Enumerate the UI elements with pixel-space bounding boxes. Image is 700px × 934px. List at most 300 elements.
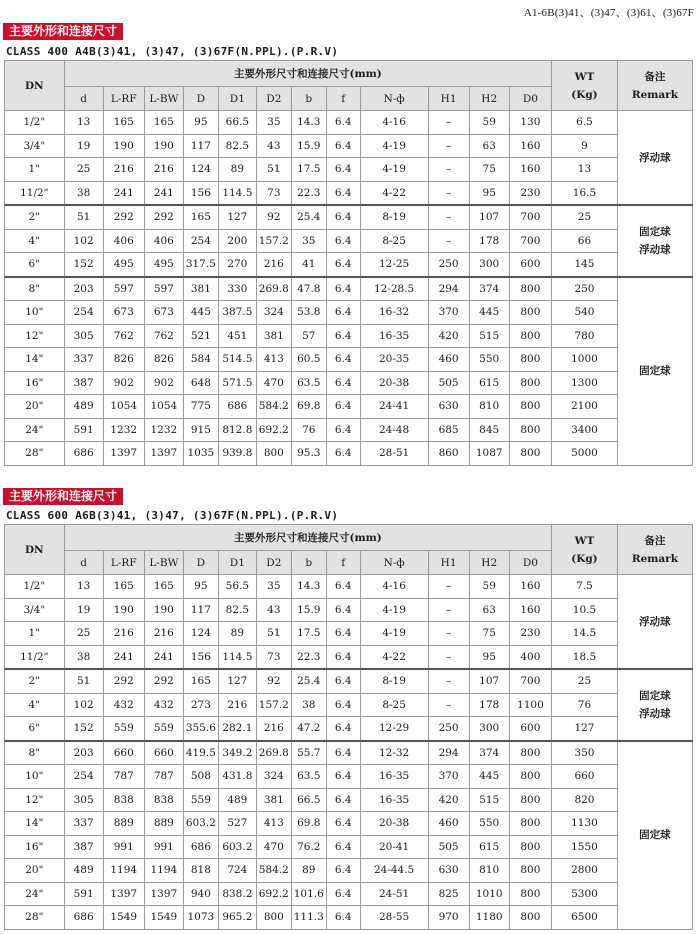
weight-cell: 127 — [552, 717, 618, 741]
dimension-cell: 25 — [64, 158, 103, 182]
dimension-cell: 152 — [64, 717, 103, 741]
dimension-cell: 160 — [509, 134, 551, 158]
dimension-cell: 603.2 — [183, 812, 218, 836]
dimension-cell: – — [428, 229, 469, 253]
weight-cell: 5300 — [552, 882, 618, 906]
dimension-cell: 95.3 — [291, 442, 326, 466]
dimension-group-header: 主要外形尺寸和连接尺寸(mm) — [64, 61, 551, 87]
dimension-cell: 165 — [103, 111, 144, 135]
weight-cell: 820 — [552, 788, 618, 812]
dimension-cell: 800 — [509, 882, 551, 906]
section-2-dimension-table — [4, 524, 693, 930]
dimension-cell: 559 — [103, 717, 144, 741]
dimension-cell: 63.5 — [291, 765, 326, 789]
dimension-cell: 451 — [218, 324, 256, 348]
dimension-cell: 305 — [64, 324, 103, 348]
dn-cell: 1" — [5, 622, 65, 646]
remark-cell — [617, 669, 692, 741]
column-header: b — [291, 551, 326, 575]
dimension-cell: 66.5 — [218, 111, 256, 135]
dimension-cell: 381 — [256, 788, 291, 812]
dimension-cell: 6.4 — [326, 741, 360, 765]
dimension-cell: 495 — [103, 253, 144, 277]
weight-cell: 660 — [552, 765, 618, 789]
dimension-cell: 762 — [144, 324, 183, 348]
dimension-cell: 22.3 — [291, 645, 326, 669]
dimension-cell: 349.2 — [218, 741, 256, 765]
dimension-cell: 838 — [103, 788, 144, 812]
dimension-cell: 14.3 — [291, 111, 326, 135]
dimension-cell: 130 — [509, 111, 551, 135]
dimension-cell: 51 — [64, 669, 103, 693]
dimension-cell: 515 — [469, 788, 509, 812]
weight-header — [552, 525, 618, 575]
dimension-cell: 165 — [144, 575, 183, 599]
remark-header-cn: 备注 — [644, 70, 666, 83]
dimension-cell: 508 — [183, 765, 218, 789]
dimension-cell: 12-28.5 — [360, 277, 428, 301]
dimension-cell: 6.4 — [326, 181, 360, 205]
dimension-cell: 47.2 — [291, 717, 326, 741]
dimension-cell: 160 — [509, 575, 551, 599]
dimension-cell: 4-16 — [360, 575, 428, 599]
dimension-cell: 387.5 — [218, 301, 256, 325]
dimension-cell: 25 — [64, 622, 103, 646]
column-header: D2 — [256, 87, 291, 111]
dimension-cell: 4-22 — [360, 645, 428, 669]
remark-cell — [617, 575, 692, 670]
dimension-cell: 800 — [509, 741, 551, 765]
dimension-cell: 95 — [469, 645, 509, 669]
dimension-cell: 1087 — [469, 442, 509, 466]
dimension-cell: 6.4 — [326, 669, 360, 693]
dimension-cell: – — [428, 669, 469, 693]
column-header: D — [183, 551, 218, 575]
dimension-cell: 190 — [144, 598, 183, 622]
dimension-cell: 445 — [469, 301, 509, 325]
dimension-cell: 686 — [64, 442, 103, 466]
dimension-cell: 124 — [183, 158, 218, 182]
remark-cell — [617, 277, 692, 466]
dimension-cell: 630 — [428, 395, 469, 419]
dimension-cell: 6.4 — [326, 812, 360, 836]
table-row — [5, 277, 693, 301]
dn-cell: 16" — [5, 835, 65, 859]
dimension-cell: 6.4 — [326, 882, 360, 906]
dimension-cell: 431.8 — [218, 765, 256, 789]
dimension-cell: 22.3 — [291, 181, 326, 205]
dimension-cell: 114.5 — [218, 181, 256, 205]
dimension-cell: 686 — [64, 906, 103, 930]
dimension-cell: 20-38 — [360, 371, 428, 395]
table-row — [5, 301, 693, 325]
weight-cell: 3400 — [552, 418, 618, 442]
dimension-cell: 156 — [183, 645, 218, 669]
dimension-cell: 89 — [218, 622, 256, 646]
dimension-cell: 686 — [183, 835, 218, 859]
dimension-cell: 700 — [509, 229, 551, 253]
dimension-cell: 6.4 — [326, 134, 360, 158]
dimension-cell: 6.4 — [326, 371, 360, 395]
dimension-cell: 230 — [509, 181, 551, 205]
dimension-cell: 600 — [509, 717, 551, 741]
dimension-cell: 673 — [103, 301, 144, 325]
dimension-cell: 300 — [469, 717, 509, 741]
dimension-cell: 69.8 — [291, 395, 326, 419]
dimension-cell: 38 — [64, 645, 103, 669]
dimension-cell: 38 — [64, 181, 103, 205]
dimension-cell: 489 — [218, 788, 256, 812]
dimension-cell: 1054 — [103, 395, 144, 419]
dimension-cell: 800 — [256, 906, 291, 930]
remark-header — [617, 61, 692, 111]
dimension-cell: 1073 — [183, 906, 218, 930]
dimension-cell: 413 — [256, 348, 291, 372]
column-header: D0 — [509, 551, 551, 575]
dimension-cell: 6.4 — [326, 598, 360, 622]
dimension-cell: 73 — [256, 645, 291, 669]
column-header: D0 — [509, 87, 551, 111]
table-row — [5, 395, 693, 419]
dn-cell: 14" — [5, 812, 65, 836]
table-row — [5, 158, 693, 182]
dimension-cell: 8-25 — [360, 229, 428, 253]
dimension-cell: 775 — [183, 395, 218, 419]
dimension-cell: 190 — [103, 134, 144, 158]
dimension-cell: 800 — [509, 812, 551, 836]
dimension-cell: 107 — [469, 669, 509, 693]
dimension-cell: 111.3 — [291, 906, 326, 930]
dimension-cell: 1010 — [469, 882, 509, 906]
dimension-cell: 16-35 — [360, 765, 428, 789]
dimension-cell: 4-16 — [360, 111, 428, 135]
remark-header-cn: 备注 — [644, 534, 666, 547]
dimension-cell: 60.5 — [291, 348, 326, 372]
dimension-cell: 6.4 — [326, 693, 360, 717]
dimension-cell: 1100 — [509, 693, 551, 717]
dimension-cell: 700 — [509, 205, 551, 229]
dimension-cell: 6.4 — [326, 442, 360, 466]
dimension-cell: 250 — [428, 717, 469, 741]
column-header: L-RF — [103, 87, 144, 111]
dimension-cell: 1549 — [103, 906, 144, 930]
dimension-cell: 53.8 — [291, 301, 326, 325]
dimension-cell: 152 — [64, 253, 103, 277]
table-row — [5, 371, 693, 395]
dimension-cell: 939.8 — [218, 442, 256, 466]
section-2-class-line: CLASS 600 A6B(3)41, (3)47, (3)67F(N.PPL).(P.R.V) — [6, 509, 339, 522]
dimension-cell: 6.4 — [326, 158, 360, 182]
dimension-cell: 4-22 — [360, 181, 428, 205]
dimension-cell: 165 — [144, 111, 183, 135]
dimension-cell: 1232 — [144, 418, 183, 442]
dimension-cell: 4-19 — [360, 134, 428, 158]
dimension-cell: 127 — [218, 669, 256, 693]
dimension-cell: 165 — [183, 669, 218, 693]
dn-cell: 20" — [5, 859, 65, 883]
table-row — [5, 882, 693, 906]
dimension-cell: 514.5 — [218, 348, 256, 372]
section-2-tag: 主要外形和连接尺寸 — [3, 488, 123, 505]
dn-cell: 11/2" — [5, 181, 65, 205]
dimension-cell: 35 — [256, 111, 291, 135]
dimension-cell: 584 — [183, 348, 218, 372]
dimension-cell: 600 — [509, 253, 551, 277]
dimension-cell: 102 — [64, 229, 103, 253]
remark-header-en: Remark — [631, 552, 678, 565]
dimension-cell: – — [428, 158, 469, 182]
dimension-cell: 16-35 — [360, 324, 428, 348]
dn-cell: 12" — [5, 788, 65, 812]
dimension-cell: 6.4 — [326, 622, 360, 646]
dimension-cell: 24-44.5 — [360, 859, 428, 883]
dimension-cell: 8-19 — [360, 205, 428, 229]
dimension-cell: 273 — [183, 693, 218, 717]
table-row — [5, 669, 693, 693]
dimension-cell: 420 — [428, 788, 469, 812]
dimension-cell: – — [428, 693, 469, 717]
dimension-cell: 254 — [64, 765, 103, 789]
dn-header: DN — [5, 61, 65, 111]
dimension-cell: 420 — [428, 324, 469, 348]
dimension-cell: – — [428, 645, 469, 669]
weight-cell: 9 — [552, 134, 618, 158]
dimension-cell: 686 — [218, 395, 256, 419]
dimension-cell: 489 — [64, 859, 103, 883]
dimension-cell: 6.4 — [326, 111, 360, 135]
column-header: L-BW — [144, 87, 183, 111]
table-row — [5, 598, 693, 622]
dimension-cell: 82.5 — [218, 598, 256, 622]
dn-cell: 2" — [5, 205, 65, 229]
dimension-cell: 20-35 — [360, 348, 428, 372]
dn-cell: 2" — [5, 669, 65, 693]
dimension-cell: 200 — [218, 229, 256, 253]
remark-text: 固定球 — [639, 829, 671, 841]
section-1-tag: 主要外形和连接尺寸 — [3, 23, 123, 40]
dimension-cell: 419.5 — [183, 741, 218, 765]
dn-header: DN — [5, 525, 65, 575]
weight-header-label: WT — [574, 534, 595, 547]
dimension-cell: 810 — [469, 859, 509, 883]
dimension-cell: 381 — [256, 324, 291, 348]
dn-cell: 6" — [5, 717, 65, 741]
dimension-cell: 413 — [256, 812, 291, 836]
dimension-cell: 571.5 — [218, 371, 256, 395]
dimension-cell: 6.4 — [326, 835, 360, 859]
dimension-cell: 292 — [103, 205, 144, 229]
dimension-cell: 15.9 — [291, 134, 326, 158]
dimension-cell: 825 — [428, 882, 469, 906]
dimension-cell: 6.4 — [326, 301, 360, 325]
dimension-cell: 63 — [469, 134, 509, 158]
dimension-cell: 216 — [218, 693, 256, 717]
dimension-cell: 4-19 — [360, 598, 428, 622]
dimension-cell: 838.2 — [218, 882, 256, 906]
dimension-cell: 16-32 — [360, 301, 428, 325]
remark-cell — [617, 741, 692, 930]
remark-text: 浮动球 — [639, 151, 671, 164]
dimension-cell: – — [428, 111, 469, 135]
dimension-cell: 35 — [291, 229, 326, 253]
dn-cell: 3/4" — [5, 134, 65, 158]
dimension-cell: 1549 — [144, 906, 183, 930]
dimension-cell: 95 — [183, 575, 218, 599]
dimension-cell: 603.2 — [218, 835, 256, 859]
dimension-cell: 76.2 — [291, 835, 326, 859]
dn-cell: 20" — [5, 395, 65, 419]
weight-cell: 25 — [552, 669, 618, 693]
dimension-cell: 800 — [509, 371, 551, 395]
dimension-cell: 902 — [103, 371, 144, 395]
dimension-cell: 1180 — [469, 906, 509, 930]
dimension-cell: 660 — [103, 741, 144, 765]
dimension-cell: 51 — [64, 205, 103, 229]
dimension-cell: 800 — [509, 835, 551, 859]
dimension-cell: 787 — [144, 765, 183, 789]
dimension-cell: 300 — [469, 253, 509, 277]
dn-cell: 6" — [5, 253, 65, 277]
dimension-cell: 6.4 — [326, 575, 360, 599]
dimension-cell: 6.4 — [326, 277, 360, 301]
column-header: D1 — [218, 551, 256, 575]
dimension-cell: 294 — [428, 741, 469, 765]
dn-cell: 28" — [5, 906, 65, 930]
dimension-cell: 25.4 — [291, 205, 326, 229]
section-1-class-line: CLASS 400 A4B(3)41, (3)47, (3)67F(N.PPL).(P.R.V) — [6, 45, 339, 58]
weight-cell: 540 — [552, 301, 618, 325]
weight-cell: 2800 — [552, 859, 618, 883]
dimension-cell: 387 — [64, 835, 103, 859]
dimension-cell: 337 — [64, 348, 103, 372]
dimension-cell: 495 — [144, 253, 183, 277]
dimension-cell: 92 — [256, 669, 291, 693]
dimension-cell: 800 — [509, 395, 551, 419]
dimension-cell: 13 — [64, 575, 103, 599]
dimension-cell: 460 — [428, 812, 469, 836]
weight-cell: 145 — [552, 253, 618, 277]
dimension-cell: 216 — [103, 158, 144, 182]
table-row — [5, 859, 693, 883]
weight-header — [552, 61, 618, 111]
dimension-cell: 63.5 — [291, 371, 326, 395]
dimension-cell: 59 — [469, 575, 509, 599]
weight-cell: 6500 — [552, 906, 618, 930]
dimension-cell: 800 — [509, 906, 551, 930]
dimension-cell: 51 — [256, 158, 291, 182]
weight-cell: 76 — [552, 693, 618, 717]
dimension-cell: – — [428, 575, 469, 599]
dn-cell: 10" — [5, 765, 65, 789]
dimension-cell: – — [428, 205, 469, 229]
dimension-cell: 559 — [144, 717, 183, 741]
dn-cell: 24" — [5, 882, 65, 906]
dimension-cell: 470 — [256, 835, 291, 859]
dimension-cell: 915 — [183, 418, 218, 442]
dimension-cell: 43 — [256, 598, 291, 622]
dimension-cell: 15.9 — [291, 598, 326, 622]
dimension-cell: 381 — [183, 277, 218, 301]
dimension-cell: 14.3 — [291, 575, 326, 599]
table-row — [5, 111, 693, 135]
dimension-cell: 6.4 — [326, 348, 360, 372]
dimension-cell: 370 — [428, 765, 469, 789]
dimension-cell: 38 — [291, 693, 326, 717]
dimension-cell: 505 — [428, 835, 469, 859]
dimension-cell: 597 — [144, 277, 183, 301]
dimension-cell: 92 — [256, 205, 291, 229]
dimension-cell: 406 — [103, 229, 144, 253]
dimension-cell: 190 — [144, 134, 183, 158]
dimension-cell: 25.4 — [291, 669, 326, 693]
remark-text: 固定球 — [639, 225, 671, 238]
dimension-cell: 902 — [144, 371, 183, 395]
dimension-cell: 51 — [256, 622, 291, 646]
remark-cell — [617, 205, 692, 277]
dimension-cell: 57 — [291, 324, 326, 348]
dimension-cell: 330 — [218, 277, 256, 301]
dimension-cell: 16-35 — [360, 788, 428, 812]
weight-cell: 7.5 — [552, 575, 618, 599]
weight-cell: 1130 — [552, 812, 618, 836]
dimension-cell: 8-19 — [360, 669, 428, 693]
dimension-cell: 292 — [144, 205, 183, 229]
dimension-cell: 1194 — [144, 859, 183, 883]
dimension-cell: 165 — [183, 205, 218, 229]
dimension-cell: 6.4 — [326, 229, 360, 253]
dimension-cell: 203 — [64, 741, 103, 765]
dimension-cell: 241 — [144, 181, 183, 205]
dimension-cell: 6.4 — [326, 765, 360, 789]
dimension-cell: 406 — [144, 229, 183, 253]
table-row — [5, 741, 693, 765]
table-row — [5, 765, 693, 789]
dimension-cell: 102 — [64, 693, 103, 717]
section-1-dimension-table — [4, 60, 693, 466]
dimension-cell: 630 — [428, 859, 469, 883]
column-header: N-ф — [360, 87, 428, 111]
dn-cell: 1" — [5, 158, 65, 182]
dn-cell: 16" — [5, 371, 65, 395]
weight-cell: 14.5 — [552, 622, 618, 646]
dimension-cell: 489 — [64, 395, 103, 419]
dimension-cell: 591 — [64, 418, 103, 442]
dimension-cell: 216 — [144, 158, 183, 182]
dimension-cell: 432 — [103, 693, 144, 717]
column-header: L-BW — [144, 551, 183, 575]
remark-text: 固定球 — [639, 365, 671, 377]
dimension-cell: 584.2 — [256, 395, 291, 419]
dimension-cell: 178 — [469, 229, 509, 253]
dimension-cell: 991 — [103, 835, 144, 859]
dimension-cell: 292 — [144, 669, 183, 693]
dimension-cell: 1397 — [144, 882, 183, 906]
column-header: f — [326, 87, 360, 111]
table-row — [5, 134, 693, 158]
dimension-cell: 800 — [509, 277, 551, 301]
dn-cell: 14" — [5, 348, 65, 372]
dimension-cell: 75 — [469, 622, 509, 646]
table-row — [5, 812, 693, 836]
dimension-cell: 550 — [469, 348, 509, 372]
remark-header-en: Remark — [631, 88, 678, 101]
dimension-cell: 673 — [144, 301, 183, 325]
dimension-cell: 370 — [428, 301, 469, 325]
weight-cell: 16.5 — [552, 181, 618, 205]
dimension-cell: 800 — [256, 442, 291, 466]
weight-cell: 1550 — [552, 835, 618, 859]
dimension-cell: 17.5 — [291, 622, 326, 646]
